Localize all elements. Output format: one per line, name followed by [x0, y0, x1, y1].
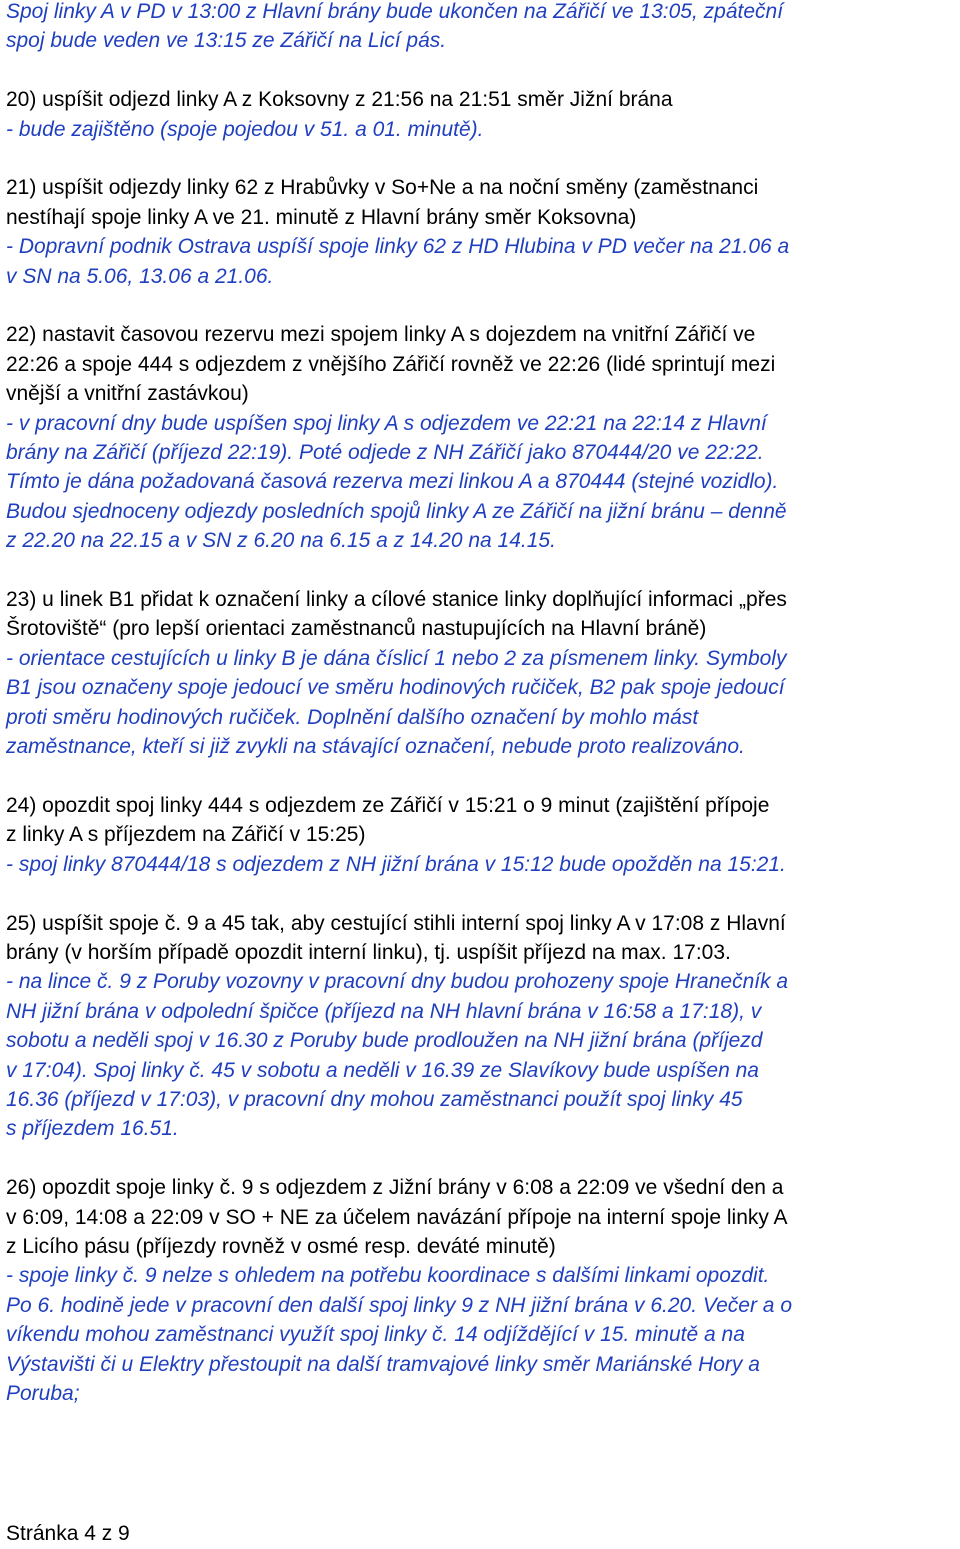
- response-line: B1 jsou označeny spoje jedoucí ve směru hodinových ručiček, B2 pak spoje jedoucí: [6, 676, 785, 700]
- response-line: Budou sjednoceny odjezdy posledních spojů linky A ze Zářičí na jižní bránu – denně: [6, 499, 787, 523]
- request-line: 25) uspíšit spoje č. 9 a 45 tak, aby cestující stihli interní spoj linky A v 17:08 z Hlavní: [6, 911, 786, 935]
- request-line: 22:26 a spoje 444 s odjezdem z vnějšího Zářičí rovněž ve 22:26 (lidé sprintují mezi: [6, 352, 776, 376]
- response-line: Po 6. hodině jede v pracovní den další spoj linky 9 z NH jižní brána v 6.20. Večer a o: [6, 1293, 793, 1317]
- response-line: - spoje linky č. 9 nelze s ohledem na potřebu koordinace s dalšími linkami opozdit.: [6, 1264, 770, 1288]
- response-line: z 22.20 na 22.15 a v SN z 6.20 na 6.15 a z 14.20 na 14.15.: [6, 529, 556, 553]
- response-line: brány na Zářičí (příjezd 22:19). Poté odjede z NH Zářičí jako 870444/20 ve 22:22.: [6, 441, 764, 465]
- response-line: - v pracovní dny bude uspíšen spoj linky A s odjezdem ve 22:21 na 22:14 z Hlavní: [6, 411, 767, 435]
- request-line: z linky A s příjezdem na Zářičí v 15:25): [6, 823, 366, 847]
- response-line: Výstavišti či u Elektry přestoupit na další tramvajové linky směr Mariánské Hory a: [6, 1352, 760, 1376]
- response-line: - na lince č. 9 z Poruby vozovny v pracovní dny budou prohozeny spoje Hranečník a: [6, 970, 789, 994]
- request-line: brány (v horším případě opozdit interní linku), tj. uspíšit příjezd na max. 17:03.: [6, 940, 731, 964]
- request-line: 26) opozdit spoje linky č. 9 s odjezdem z Jižní brány v 6:08 a 22:09 ve všední den a: [6, 1176, 784, 1200]
- response-line: Tímto je dána požadovaná časová rezerva mezi linkou A a 870444 (stejné vozidlo).: [6, 470, 779, 494]
- response-line: proti směru hodinových ručiček. Doplnění dalšího označení by mohlo mást: [6, 705, 699, 729]
- response-line: - spoj linky 870444/18 s odjezdem z NH jižní brána v 15:12 bude opožděn na 15:21.: [6, 852, 786, 876]
- page-number-footer: Stránka 4 z 9: [6, 1522, 130, 1545]
- request-line: Šrotoviště“ (pro lepší orientaci zaměstnanců nastupujících na Hlavní bráně): [6, 617, 707, 641]
- request-line: 24) opozdit spoj linky 444 s odjezdem ze Zářičí v 15:21 o 9 minut (zajištění přípoje: [6, 793, 770, 817]
- paragraph-item-21: [6, 173, 956, 291]
- request-line: 22) nastavit časovou rezervu mezi spojem linky A s dojezdem na vnitřní Zářičí ve: [6, 323, 756, 347]
- request-line: v 6:09, 14:08 a 22:09 v SO + NE za účelem navázání přípoje na interní spoje linky A: [6, 1205, 788, 1229]
- response-line: 16.36 (příjezd v 17:03), v pracovní dny mohou zaměstnanci použít spoj linky 45: [6, 1087, 743, 1111]
- text-line: spoj bude veden ve 13:15 ze Zářičí na Licí pás.: [6, 29, 447, 53]
- request-line: 23) u linek B1 přidat k označení linky a cílové stanice linky doplňující informaci „přes: [6, 588, 787, 612]
- response-line: NH jižní brána v odpolední špičce (příjezd na NH hlavní brána v 16:58 a 17:18), v: [6, 999, 762, 1023]
- paragraph-item-22: [6, 320, 956, 555]
- paragraph-item-20: [6, 85, 956, 144]
- response-line: víkendu mohou zaměstnanci využít spoj linky č. 14 odjíždějící v 15. minutě a na: [6, 1323, 745, 1347]
- response-line: v 17:04). Spoj linky č. 45 v sobotu a neděli v 16.39 ze Slavíkovy bude uspíšen na: [6, 1058, 759, 1082]
- response-line: v SN na 5.06, 13.06 a 21.06.: [6, 264, 274, 288]
- response-line: s příjezdem 16.51.: [6, 1117, 179, 1141]
- response-line: - orientace cestujících u linky B je dána číslicí 1 nebo 2 za písmenem linky. Symboly: [6, 646, 787, 670]
- response-line: zaměstnance, kteří si již zvykli na stávající označení, nebude proto realizováno.: [6, 735, 745, 759]
- response-line: - Dopravní podnik Ostrava uspíší spoje linky 62 z HD Hlubina v PD večer na 21.06 a: [6, 235, 790, 259]
- request-line: 20) uspíšit odjezd linky A z Koksovny z 21:56 na 21:51 směr Jižní brána: [6, 88, 673, 112]
- document-page: [6, 0, 956, 1438]
- response-line: - bude zajištěno (spoje pojedou v 51. a 01. minutě).: [6, 117, 484, 141]
- paragraph-intro: [6, 0, 956, 56]
- text-line: Spoj linky A v PD v 13:00 z Hlavní brány bude ukončen na Zářičí ve 13:05, zpáteční: [6, 0, 784, 23]
- paragraph-item-26: [6, 1173, 956, 1408]
- paragraph-item-23: [6, 585, 956, 761]
- request-line: z Licího pásu (příjezdy rovněž v osmé resp. deváté minutě): [6, 1234, 556, 1258]
- request-line: vnější a vnitřní zastávkou): [6, 382, 249, 406]
- request-line: nestíhají spoje linky A ve 21. minutě z Hlavní brány směr Koksovna): [6, 205, 637, 229]
- response-line: Poruba;: [6, 1381, 80, 1405]
- response-line: sobotu a neděli spoj v 16.30 z Poruby bude prodloužen na NH jižní brána (příjezd: [6, 1029, 763, 1053]
- paragraph-item-24: [6, 791, 956, 879]
- paragraph-item-25: [6, 909, 956, 1144]
- request-line: 21) uspíšit odjezdy linky 62 z Hrabůvky v So+Ne a na noční směny (zaměstnanci: [6, 176, 759, 200]
